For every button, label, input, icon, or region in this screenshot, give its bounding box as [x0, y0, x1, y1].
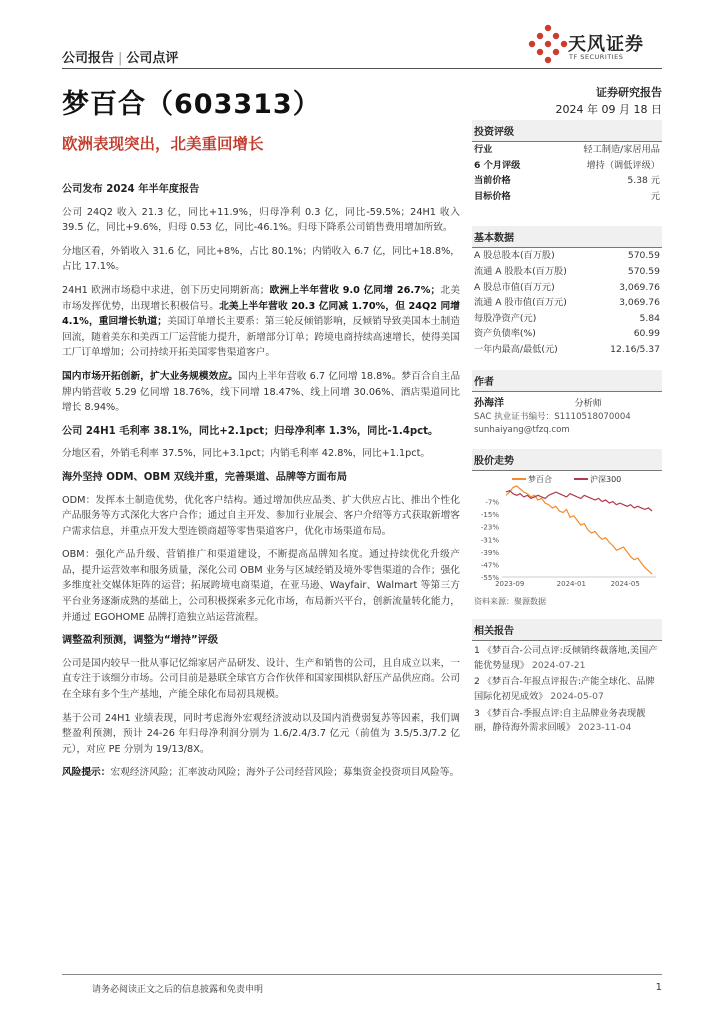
stock-performance-chart — [472, 471, 662, 591]
related-report-link[interactable] — [474, 707, 660, 736]
text-bold: 国内市场开拓创新，扩大业务规模效应。 — [62, 370, 239, 382]
report-headline: 欧洲表现突出，北美重回增长 — [62, 135, 264, 153]
y-tick-label: -55% — [480, 574, 499, 583]
author-section — [472, 370, 662, 438]
x-tick-label: 2024-01 — [556, 580, 586, 589]
author-title: 作者 — [472, 370, 662, 392]
paragraph: 分地区看，外销收入 31.6 亿，同比+8%，占比 80.1%；内销收入 6.7 亿，同比+18.8%，占比 17.1%。 — [62, 245, 460, 273]
text: 24H1 欧洲市场稳中求进，创下历史同期新高； — [62, 284, 270, 296]
related-report-date: 2024-05-07 — [550, 690, 604, 702]
kv-key: 当前价格 — [474, 175, 511, 187]
text: 美国订单增长主要系：第三轮反倾销影响，反倾销导致美国本土制造回流，随着美东和美西工厂运营能力提升，新增部分订单；跨境电商持续高速增长，使得美国工厂订单增加；公司持续开拓美国零售渠道客户。 — [62, 316, 460, 359]
paragraph: 基于公司 24H1 业绩表现，同时考虑海外宏观经济波动以及国内消费弱复苏等因素，我们调整盈利预测，预计 24-26 年归母净利润分别为 1.6/2.4/3.7 亿元（前值为 3.5/5.3/7.2 亿元），对应 PE 分别为 19/13/8X。 — [62, 712, 460, 755]
kv-key: 目标价格 — [474, 190, 511, 202]
y-tick-label: -23% — [480, 523, 499, 532]
section-heading: 公司 24H1 毛利率 38.1%，同比+2.1pct；归母净利率 1.3%，同比-1.4pct。 — [62, 425, 439, 437]
kv-row — [472, 173, 662, 189]
kv-row — [472, 295, 662, 311]
text: 国内上半年营收 6.7 亿同增 18.8%。梦百合自主品牌内销营收 5.29 亿同增 18.76%，线下同增 18.47%、线上同增 30.06%、酒店渠道同比增长 8.94%。 — [62, 370, 461, 414]
paragraph: ODM：发挥本土制造优势，优化客户结构。通过增加供应品类、扩大供应占比、推出个性化产品服务等方式深化大客户合作；通过自主开发、参加行业展会、客户介绍等方式获取新增客户需求信息，并重点开发大型连锁商超等零售渠道客户，优化市场渠道布局。 — [62, 494, 460, 537]
paragraph: 公司是国内较早一批从事记忆绵家居产品研发、设计、生产和销售的公司，且自成立以来，一直专注于该细分市场。公司目前是悬联全球官方合作伙伴和国家围棋队舒压产品供应商。公司在全球有多个生产基地，产能全球化布局初具规模。 — [62, 657, 460, 701]
x-tick-label: 2023-09 — [495, 580, 525, 589]
related-report-title: 3 《梦百合-季报点评:自主品牌业务表现靓丽，静待海外需求回暖》 — [474, 707, 646, 734]
basic-data-section — [472, 226, 662, 357]
basic-data-title: 基本数据 — [472, 226, 662, 248]
tag-company-review: 公司点评 — [126, 51, 179, 66]
kv-row — [472, 342, 662, 358]
kv-value: 轻工制造/家居用品 — [583, 144, 660, 155]
text: 北美市场发挥优势，出现增长积极信号。 — [62, 284, 460, 312]
related-report-link[interactable] — [474, 675, 660, 704]
section-heading: 调整盈利预测，调整为“增持”评级 — [62, 635, 219, 647]
y-tick-label: -39% — [480, 548, 499, 557]
kv-value: 元 — [650, 190, 660, 202]
kv-value: 570.59 — [627, 265, 660, 277]
kv-value: 570.59 — [627, 250, 660, 262]
author-name: 孙海洋 — [474, 397, 504, 409]
report-date: 2024 年 09 月 18 日 — [555, 103, 662, 116]
page-number: 1 — [655, 982, 662, 993]
author-email[interactable]: sunhaiyang@tfzq.com — [474, 425, 570, 436]
report-category — [62, 47, 178, 66]
header-divider — [62, 68, 662, 69]
section-heading: 海外坚持 ODM、OBM 双线并重，完善渠道、品牌等方面布局 — [62, 471, 348, 483]
logo-english: TF SECURITIES — [569, 53, 624, 61]
kv-key: 流通 A 股股本(百万股) — [474, 265, 567, 277]
text-bold: 欧洲上半年营收 9.0 亿同增 26.7%； — [269, 284, 441, 296]
paragraph-regional — [62, 283, 460, 361]
kv-key: 资产负债率(%) — [474, 328, 536, 340]
company-title: 梦百合（603313） — [62, 89, 321, 120]
paragraph: 分地区看，外销毛利率 37.5%，同比+3.1pct；内销毛利率 42.8%，同比+1.1pct。 — [62, 448, 431, 460]
related-report-link[interactable] — [474, 644, 660, 673]
report-body — [62, 182, 460, 789]
kv-value: 3,069.76 — [619, 281, 660, 293]
kv-row — [472, 311, 662, 327]
performance-title: 股价走势 — [472, 449, 662, 471]
kv-key: 一年内最高/最低(元) — [474, 343, 558, 355]
paragraph: 公司 24Q2 收入 21.3 亿，同比+11.9%，归母净利 0.3 亿，同比-59.5%；24H1 收入 39.5 亿，同比+9.6%，归母 0.53 亿，同比-46.1%。归母下降系公司销售费用增加所致。 — [62, 206, 460, 234]
kv-key: 流通 A 股市值(百万元) — [474, 297, 567, 309]
legend-label: 梦百合 — [528, 475, 552, 485]
kv-value: 增持（调低评级） — [586, 159, 660, 171]
rating-section — [472, 120, 662, 204]
kv-row — [472, 248, 662, 264]
x-tick-label: 2024-05 — [610, 580, 640, 589]
legend-label: 沪深300 — [590, 475, 622, 485]
related-report-date: 2023-11-04 — [577, 722, 632, 734]
related-title: 相关报告 — [472, 619, 662, 641]
kv-row — [472, 326, 662, 342]
section-heading: 公司发布 2024 年半年度报告 — [62, 184, 200, 195]
kv-value: 12.16/5.37 — [610, 343, 660, 355]
report-type: 证券研究报告 — [596, 86, 662, 99]
risk-label: 风险提示： — [62, 767, 111, 779]
rating-rows — [472, 142, 662, 204]
kv-row — [472, 280, 662, 296]
tag-separator: | — [118, 51, 123, 66]
paragraph-domestic — [62, 369, 460, 416]
related-list — [472, 641, 662, 741]
kv-key: 行业 — [474, 144, 493, 155]
kv-value: 5.84 — [639, 312, 660, 324]
y-tick-label: -7% — [485, 498, 499, 507]
kv-key: A 股总股本(百万股) — [474, 250, 555, 262]
tag-company-report: 公司报告 — [62, 51, 115, 66]
kv-key: 每股净资产(元) — [474, 312, 537, 324]
y-tick-label: -15% — [480, 511, 499, 520]
kv-row — [472, 189, 662, 205]
author-role: 分析师 — [574, 397, 602, 409]
kv-key: 6 个月评级 — [474, 159, 521, 171]
risk-paragraph — [62, 765, 460, 781]
author-row — [472, 396, 662, 412]
text-bold: 北美上半年营收 20.3 亿同减 1.70%，但 24Q2 同增 4.1%，重回增长轨道； — [62, 300, 460, 328]
kv-value: 5.38 元 — [627, 175, 660, 187]
sidebar — [472, 120, 662, 741]
related-report-title: 2 《梦百合-年报点评报告:产能全球化、品牌国际化初见成效》 — [474, 676, 655, 702]
performance-section — [472, 449, 662, 607]
kv-value: 3,069.76 — [619, 297, 660, 309]
author-sac: SAC 执业证书编号：S1110518070004 — [474, 412, 631, 423]
related-section — [472, 619, 662, 741]
kv-value: 60.99 — [633, 328, 660, 340]
chart-source: 资料来源：聚源数据 — [474, 597, 546, 607]
series-line — [506, 486, 652, 574]
risk-text: 宏观经济风险；汇率波动风险；海外子公司经营风险；募集资金投资项目风险等。 — [110, 767, 460, 779]
related-report-title: 1 《梦百合-公司点评:反倾销终裁落地,美国产能优势显现》 — [474, 645, 658, 671]
footer-divider — [62, 974, 662, 975]
basic-rows — [472, 248, 662, 357]
y-tick-label: -47% — [480, 561, 499, 570]
paragraph: OBM：强化产品升级、营销推广和渠道建设，不断提高品牌知名度。通过持续优化升级产品，提升运营效率和服务质量，深化公司 OBM 业务与区域经销及境外零售渠道的合作；强化多维度社交媒体矩阵的运营；拓展跨境电商渠道，在亚马逊、Wayfair、Walmart 等第三方平台业务逐渐成熟的基础上，公司积极探索多元化市场，布局新兴平台，创新流量转化能力，并通过 EGOHOME 品牌打造独立站运营流程。 — [62, 549, 460, 623]
disclaimer: 请务必阅读正文之后的信息披露和免责申明 — [92, 985, 264, 995]
kv-key: A 股总市值(百万元) — [474, 281, 555, 293]
rating-title: 投资评级 — [472, 120, 662, 142]
y-tick-label: -31% — [480, 536, 499, 545]
kv-row — [472, 142, 662, 158]
related-report-date: 2024-07-21 — [532, 659, 586, 671]
kv-row — [472, 158, 662, 174]
logo-name: 天风证券 — [568, 34, 644, 55]
kv-row — [472, 264, 662, 280]
